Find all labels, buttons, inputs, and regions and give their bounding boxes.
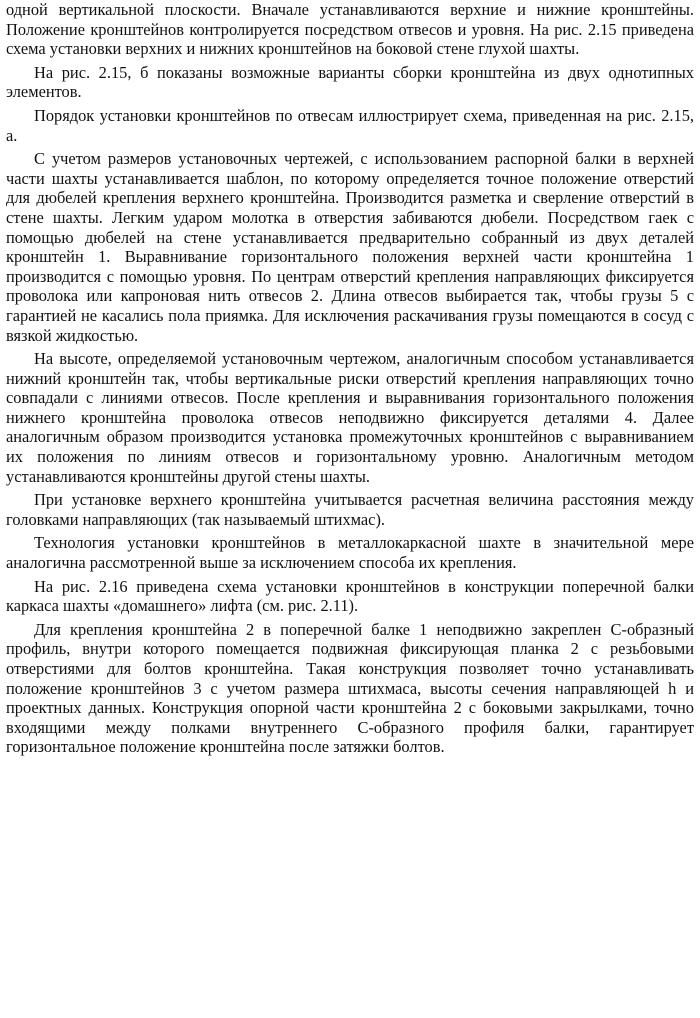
paragraph-2: На рис. 2.15, б показаны возможные варианты сборки кронштейна из двух однотипных элементов. xyxy=(6,62,694,102)
paragraph-5: На высоте, определяемой установочным чертежом, аналогичным способом устанавливается нижний кронштейн так, чтобы вертикальные риски отверстий крепления направляющих точно совпадали с линиями отвесов. После крепления и выравнивания горизонтального положения нижнего кронштейна проволока отвесов неподвижно фиксируется деталями 4. Далее аналогичным образом производится установка промежуточных кронштейнов с выравниванием их положения по линиям отвесов и горизонтальному уровню. Аналогичным методом устанавливаются кронштейны другой стены шахты. xyxy=(6,349,694,486)
paragraph-1: одной вертикальной плоскости. Вначале устанавливаются верхние и нижние кронштейны. Положение кронштейнов контролируется посредством отвесов и уровня. На рис. 2.15 приведена схема установки верхних и нижних кронштейнов на боковой стене глухой шахты. xyxy=(6,0,694,59)
paragraph-3: Порядок установки кронштейнов по отвесам иллюстрирует схема, приведенная на рис. 2.15, а. xyxy=(6,105,694,145)
paragraph-4: С учетом размеров установочных чертежей, с использованием распорной балки в верхней части шахты устанавливается шаблон, по которому определяется точное положение отверстий для дюбелей крепления верхнего кронштейна. Производится разметка и сверление отверстий в стене шахты. Легким ударом молотка в отверстия забиваются дюбели. Посредством гаек с помощью дюбелей на стене устанавливается предварительно собранный из двух деталей кронштейн 1. Выравнивание горизонтального положения верхней части кронштейна 1 производится с помощью уровня. По центрам отверстий крепления направляющих фиксируется проволока или капроновая нить отвесов 2. Длина отвесов выбирается так, чтобы грузы 5 с гарантией не касались пола приямка. Для исключения раскачивания грузы помещаются в сосуд с вязкой жидкостью. xyxy=(6,149,694,345)
paragraph-7: Технология установки кронштейнов в металлокаркасной шахте в значительной мере аналогична рассмотренной выше за исключением способа их крепления. xyxy=(6,533,694,573)
document-page xyxy=(6,0,694,757)
paragraph-6: При установке верхнего кронштейна учитывается расчетная величина расстояния между головками направляющих (так называемый штихмас). xyxy=(6,490,694,529)
paragraph-8: На рис. 2.16 приведена схема установки кронштейнов в конструкции поперечной балки каркаса шахты «домашнего» лифта (см. рис. 2.11). xyxy=(6,576,694,616)
paragraph-9: Для крепления кронштейна 2 в поперечной балке 1 неподвижно закреплен С-образный профиль, внутри которого помещается подвижная фиксирующая планка 2 с резьбовыми отверстиями для болтов кронштейна. Такая конструкция позволяет точно устанавливать положение кронштейнов 3 с учетом размера штихмаса, высоты сечения направляющей h и проектных данных. Конструкция опорной части кронштейна 2 с боковыми закрылками, точно входящими между полками внутреннего С-образного профиля балки, гарантирует горизонтальное положение кронштейна после затяжки болтов. xyxy=(6,619,694,757)
